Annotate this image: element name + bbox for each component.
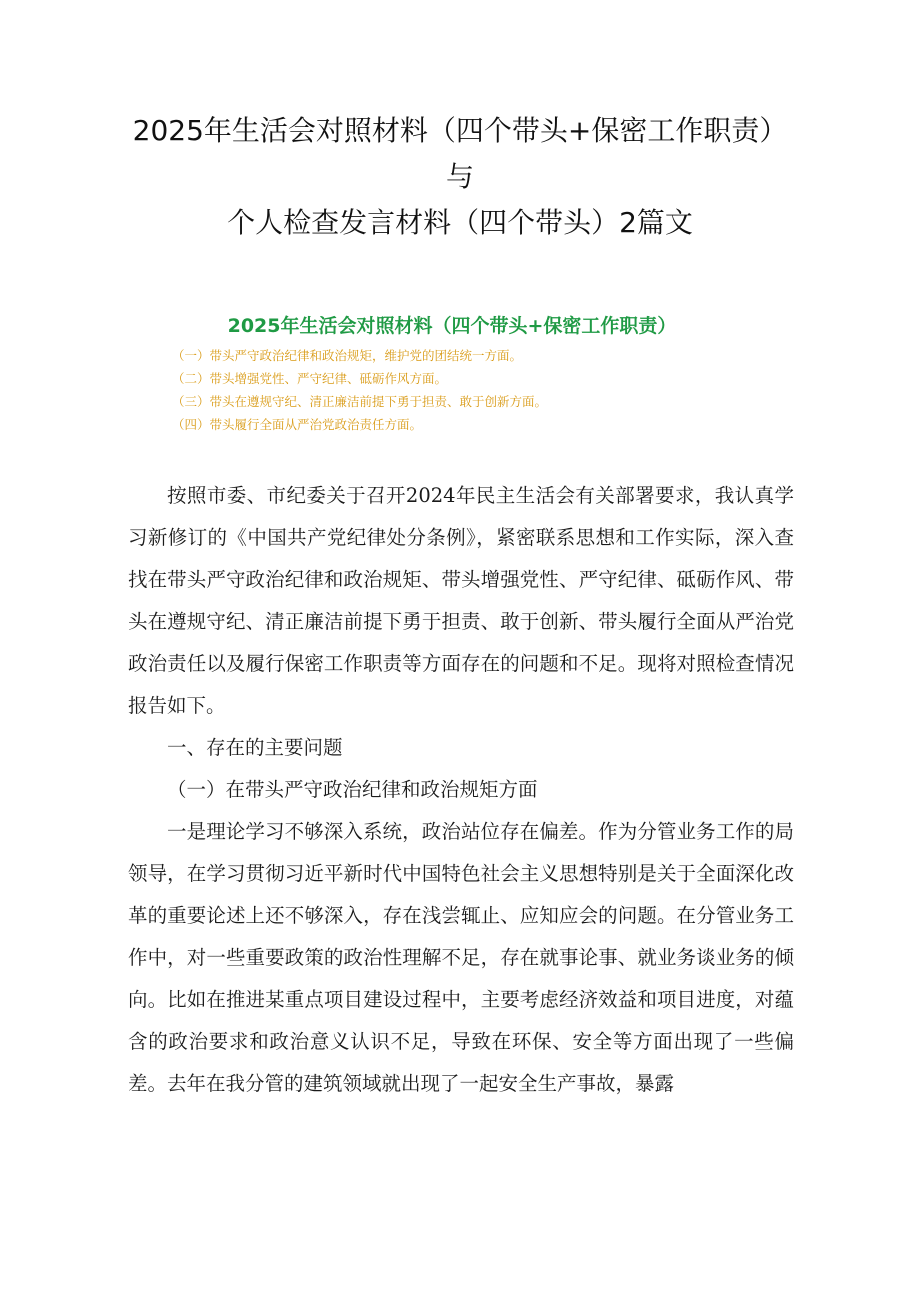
body-paragraph: 一是理论学习不够深入系统，政治站位存在偏差。作为分管业务工作的局领导，在学习贯彻习近平新时代中国特色社会主义思想特别是关于全面深化改革的重要论述上还不够深入，存在浅尝辄止、应知应会的问题。在分管业务工作中，对一些重要政策的政治性理解不足，存在就事论事、就业务谈业务的倾向。比如在推进某重点项目建设过程中，主要考虑经济效益和项目进度，对蕴含的政治要求和政治意义认识不足，导致在环保、安全等方面出现了一些偏差。去年在我分管的建筑领域就出现了一起安全生产事故，暴露 bbox=[128, 820, 794, 1095]
toc-heading: 2025年生活会对照材料（四个带头+保密工作职责） bbox=[227, 315, 677, 337]
toc-item: （二）带头增强党性、严守纪律、砥砺作风方面。 bbox=[172, 371, 448, 386]
document-title-line-1: 2025年生活会对照材料（四个带头+保密工作职责）与 bbox=[132, 114, 788, 193]
toc-list bbox=[172, 344, 792, 436]
document-title bbox=[120, 108, 800, 246]
toc-item: （三）带头在遵规守纪、清正廉洁前提下勇于担责、敢于创新方面。 bbox=[172, 394, 548, 409]
toc-item: （一）带头严守政治纪律和政治规矩，维护党的团结统一方面。 bbox=[172, 348, 523, 363]
document-body bbox=[128, 475, 794, 1105]
document-title-line-2: 个人检查发言材料（四个带头）2篇文 bbox=[227, 206, 693, 239]
table-of-contents bbox=[172, 312, 792, 436]
section-heading: 一、存在的主要问题 bbox=[167, 736, 343, 759]
toc-item: （四）带头履行全面从严治党政治责任方面。 bbox=[172, 417, 423, 432]
intro-paragraph: 按照市委、市纪委关于召开2024年民主生活会有关部署要求，我认真学习新修订的《中国共产党纪律处分条例》，紧密联系思想和工作实际，深入查找在带头严守政治纪律和政治规矩、带头增强党性、严守纪律、砥砺作风、带头在遵规守纪、清正廉洁前提下勇于担责、敢于创新、带头履行全面从严治党政治责任以及履行保密工作职责等方面存在的问题和不足。现将对照检查情况报告如下。 bbox=[128, 484, 794, 717]
subsection-heading: （一）在带头严守政治纪律和政治规矩方面 bbox=[167, 778, 538, 801]
